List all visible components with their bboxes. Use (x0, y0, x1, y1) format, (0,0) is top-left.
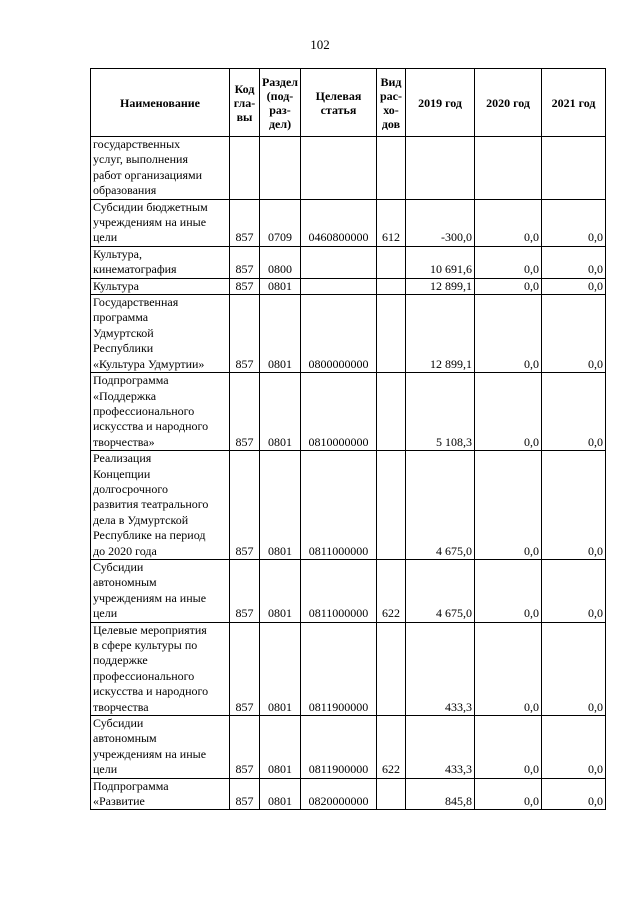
cell-name (91, 278, 230, 294)
cell-2021: 0,0 (542, 716, 606, 779)
cell-type: 622 (377, 716, 406, 779)
cell-name-line: автономным (93, 731, 157, 746)
cell-name-line: Республике на период (93, 528, 206, 543)
cell-name-line: Государственная (93, 295, 179, 310)
cell-section (260, 137, 301, 200)
page-number: 102 (310, 37, 330, 52)
cell-name-line: Субсидии бюджетным (93, 199, 208, 214)
cell-name-line: поддержке (93, 653, 148, 668)
cell-2021: 0,0 (542, 451, 606, 560)
table-header-row (91, 69, 606, 137)
header-section (260, 69, 301, 137)
cell-name (91, 559, 230, 622)
cell-name-line: Субсидии (93, 559, 144, 574)
cell-name-line: профессионального (93, 668, 195, 683)
cell-name-line: искусства и народного (93, 419, 209, 434)
cell-type: 622 (377, 559, 406, 622)
cell-2019: 4 675,0 (406, 559, 475, 622)
cell-name-line: цели (93, 762, 118, 777)
cell-2020: 0,0 (475, 716, 542, 779)
cell-code: 857 (230, 199, 260, 246)
cell-code: 857 (230, 278, 260, 294)
table-row (91, 451, 606, 560)
table-body (91, 137, 606, 810)
cell-name-line: развития театрального (93, 497, 209, 512)
cell-2020: 0,0 (475, 199, 542, 246)
cell-2019: 433,3 (406, 716, 475, 779)
cell-type (377, 622, 406, 715)
cell-2021: 0,0 (542, 199, 606, 246)
table-row (91, 559, 606, 622)
cell-section: 0801 (260, 295, 301, 373)
cell-name-line: учреждениям на иные (93, 746, 207, 761)
cell-2020: 0,0 (475, 295, 542, 373)
cell-2021: 0,0 (542, 373, 606, 451)
cell-name-line: до 2020 года (93, 543, 157, 558)
header-line: рас- (380, 88, 402, 103)
header-name: Наименование (91, 69, 230, 137)
header-type (377, 69, 406, 137)
cell-name-line: творчества (93, 699, 149, 714)
cell-type (377, 246, 406, 278)
cell-name (91, 199, 230, 246)
cell-name-line: «Развитие (93, 794, 145, 809)
header-line: статья (320, 102, 357, 117)
header-line: Раздел (261, 74, 299, 89)
cell-type (377, 778, 406, 810)
header-line: раз- (269, 102, 291, 117)
cell-name-line: Подпрограмма (93, 373, 169, 388)
cell-2020: 0,0 (475, 778, 542, 810)
table-row (91, 716, 606, 779)
header-2020: 2020 год (475, 69, 542, 137)
header-line: вы (236, 109, 253, 124)
cell-name (91, 246, 230, 278)
cell-name-line: работ организациями (93, 167, 203, 182)
cell-2019: 433,3 (406, 622, 475, 715)
cell-target: 0811900000 (301, 622, 377, 715)
table-row (91, 199, 606, 246)
cell-2020 (475, 137, 542, 200)
header-2019: 2019 год (406, 69, 475, 137)
cell-name-line: кинематография (93, 262, 177, 277)
cell-target: 0460800000 (301, 199, 377, 246)
cell-2020: 0,0 (475, 559, 542, 622)
cell-2021: 0,0 (542, 295, 606, 373)
cell-name-line: автономным (93, 575, 157, 590)
cell-name-line: учреждениям на иные (93, 215, 207, 230)
cell-2021: 0,0 (542, 246, 606, 278)
cell-section: 0801 (260, 278, 301, 294)
cell-section: 0801 (260, 559, 301, 622)
table-row (91, 622, 606, 715)
cell-name-line: Культура (93, 278, 139, 293)
cell-name-line: услуг, выполнения (93, 152, 188, 167)
cell-name-line: долгосрочного (93, 481, 168, 496)
cell-section: 0801 (260, 373, 301, 451)
header-line: хо- (383, 102, 399, 117)
header-line: (под- (266, 88, 294, 103)
cell-name-line: дела в Удмуртской (93, 512, 189, 527)
cell-name-line: программа (93, 310, 149, 325)
cell-name-line: Удмуртской (93, 325, 154, 340)
cell-name-line: государственных (93, 137, 181, 151)
cell-name-line: Подпрограмма (93, 778, 169, 793)
cell-2019: -300,0 (406, 199, 475, 246)
cell-code: 857 (230, 559, 260, 622)
cell-name-line: профессионального (93, 403, 195, 418)
cell-2019 (406, 137, 475, 200)
cell-code: 857 (230, 716, 260, 779)
cell-2021: 0,0 (542, 622, 606, 715)
cell-2019: 12 899,1 (406, 278, 475, 294)
header-line: Вид (380, 74, 402, 89)
cell-name-line: Целевые мероприятия (93, 622, 207, 637)
cell-2019: 845,8 (406, 778, 475, 810)
cell-name-line: учреждениям на иные (93, 590, 207, 605)
cell-target: 0811000000 (301, 559, 377, 622)
table-row (91, 246, 606, 278)
header-line: Целевая (315, 88, 362, 103)
cell-name-line: Концепции (93, 466, 151, 481)
cell-name-line: искусства и народного (93, 684, 209, 699)
header-line: Код (234, 81, 255, 96)
cell-2020: 0,0 (475, 278, 542, 294)
cell-target (301, 278, 377, 294)
header-line: дов (381, 116, 401, 131)
cell-2019: 12 899,1 (406, 295, 475, 373)
cell-target: 0811900000 (301, 716, 377, 779)
cell-2021 (542, 137, 606, 200)
table-row (91, 137, 606, 200)
cell-2021: 0,0 (542, 559, 606, 622)
cell-code: 857 (230, 246, 260, 278)
header-target (301, 69, 377, 137)
cell-code: 857 (230, 451, 260, 560)
cell-type (377, 451, 406, 560)
cell-name-line: Реализация (93, 451, 152, 466)
cell-2020: 0,0 (475, 622, 542, 715)
cell-target (301, 246, 377, 278)
cell-name-line: Субсидии (93, 716, 144, 731)
cell-target: 0810000000 (301, 373, 377, 451)
cell-2019: 5 108,3 (406, 373, 475, 451)
cell-code (230, 137, 260, 200)
cell-name-line: цели (93, 230, 118, 245)
budget-table (90, 68, 606, 810)
table-row (91, 278, 606, 294)
table-row (91, 778, 606, 810)
cell-type: 612 (377, 199, 406, 246)
cell-name (91, 373, 230, 451)
cell-name (91, 778, 230, 810)
header-2021: 2021 год (542, 69, 606, 137)
cell-section: 0801 (260, 622, 301, 715)
cell-name (91, 451, 230, 560)
cell-2020: 0,0 (475, 373, 542, 451)
cell-section: 0801 (260, 451, 301, 560)
cell-type (377, 137, 406, 200)
cell-section: 0709 (260, 199, 301, 246)
cell-code: 857 (230, 622, 260, 715)
cell-target: 0811000000 (301, 451, 377, 560)
cell-name-line: Республики (93, 341, 154, 356)
cell-name-line: «Поддержка (93, 388, 157, 403)
table-row (91, 373, 606, 451)
cell-2021: 0,0 (542, 778, 606, 810)
cell-2020: 0,0 (475, 246, 542, 278)
cell-type (377, 278, 406, 294)
cell-code: 857 (230, 373, 260, 451)
cell-name (91, 295, 230, 373)
cell-section: 0800 (260, 246, 301, 278)
cell-section: 0801 (260, 778, 301, 810)
cell-target (301, 137, 377, 200)
cell-target: 0820000000 (301, 778, 377, 810)
cell-name (91, 622, 230, 715)
cell-name-line: в сфере культуры по (93, 638, 198, 652)
cell-2019: 4 675,0 (406, 451, 475, 560)
cell-2019: 10 691,6 (406, 246, 475, 278)
cell-type (377, 295, 406, 373)
cell-name-line: цели (93, 606, 118, 621)
cell-target: 0800000000 (301, 295, 377, 373)
cell-code: 857 (230, 295, 260, 373)
cell-name-line: Культура, (93, 246, 142, 261)
header-code (230, 69, 260, 137)
cell-name (91, 137, 230, 200)
cell-2020: 0,0 (475, 451, 542, 560)
cell-2021: 0,0 (542, 278, 606, 294)
cell-code: 857 (230, 778, 260, 810)
cell-section: 0801 (260, 716, 301, 779)
cell-name-line: «Культура Удмуртии» (93, 356, 205, 371)
cell-name-line: образования (93, 183, 157, 198)
table-row (91, 295, 606, 373)
header-line: дел) (268, 116, 292, 131)
cell-name-line: творчества» (93, 434, 155, 449)
cell-type (377, 373, 406, 451)
header-line: гла- (233, 95, 256, 110)
cell-name (91, 716, 230, 779)
